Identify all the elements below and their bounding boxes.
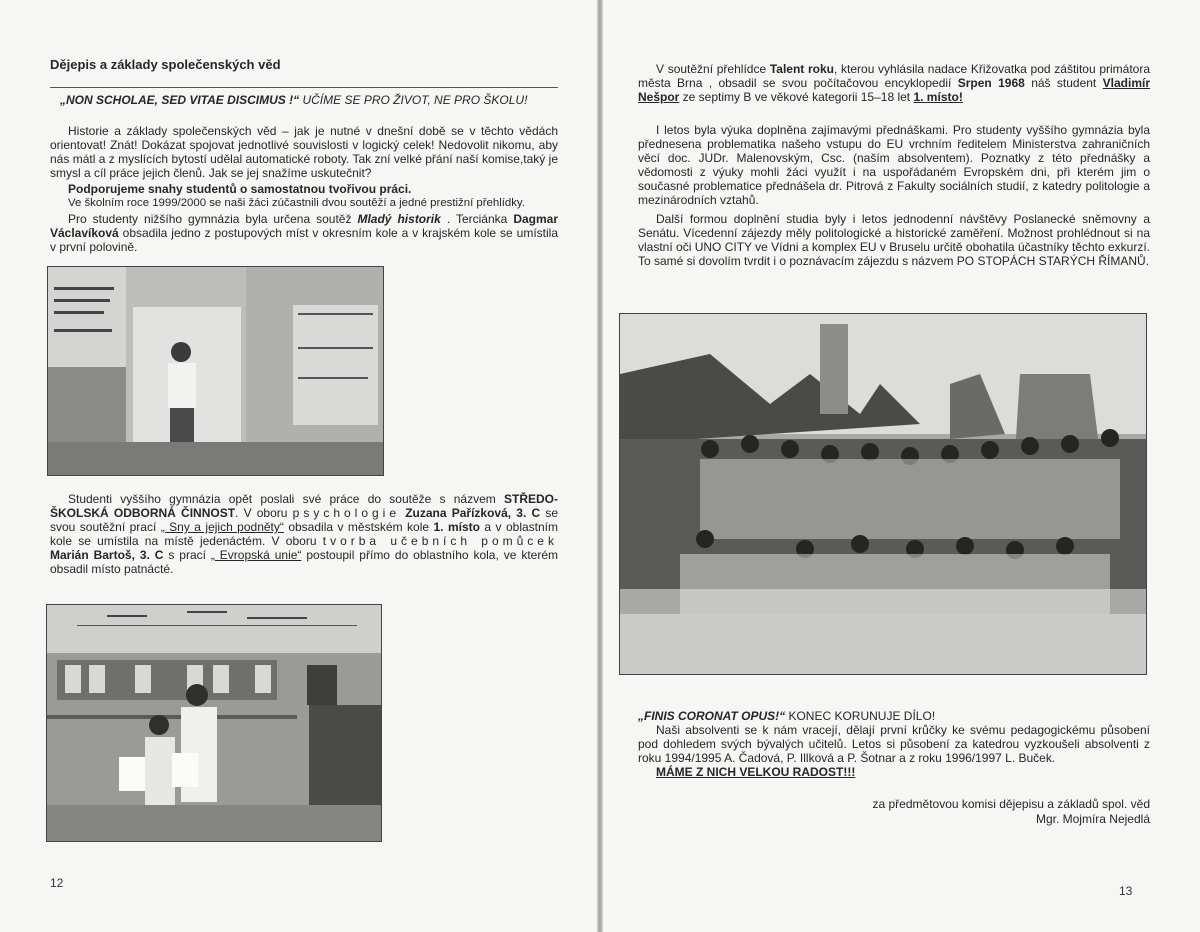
young-historian-text-a: Pro studenty nižšího gymnázia byla určena soutěž xyxy=(68,212,358,226)
first-place-talent: 1. místo! xyxy=(913,90,963,104)
paragraph-talent xyxy=(638,62,1150,104)
young-historian-text-e: obsadila jedno z postupových míst v okresním kole a v krajském kole se umístila v první polovině. xyxy=(50,226,558,254)
page-number-right: 13 xyxy=(1119,884,1133,898)
soc-text-a: Studenti vyššího gymnázia opět poslali své práce do soutěže s názvem xyxy=(68,492,504,506)
talent-text-g: ze septimy B ve věkové kategorii 15–18 let xyxy=(679,90,914,104)
group-photo-ruins xyxy=(619,313,1147,675)
talent-text-c: , kterou vyhlásila nadace Křižovatka pod záštitou primátora města Brna , obsadil se svou počítačovou encyklopedií xyxy=(638,62,1151,90)
srpen-1968: Srpen 1968 xyxy=(957,76,1025,90)
paragraph-lectures: I letos byla výuka doplněna zajímavými přednáškami. Pro studenty vyššího gymnázia byla přednesena problematika našeho vstupu do EU vrchním ředitelem Ministerstva zahraničních věcí doc. JUDr. Malenovským, Csc. (naším absolventem). Poznatky z této přednášky a vědomosti z výuky mohli žáci využít i na uspořádaném Evropském dni, při kterém jim o současné problematice přednášela dr. Pitrová z Fakulty sociálních studií, z katedry politologie a mezinárodních vztahů. xyxy=(638,123,1150,207)
section-title: Dějepis a základy společenských věd xyxy=(50,57,281,72)
finis-latin: „FINIS CORONAT OPUS!“ xyxy=(638,709,786,723)
motto-latin: „NON SCHOLAE, SED VITAE DISCIMUS !“ xyxy=(60,93,300,107)
paragraph-school-year: Ve školním roce 1999/2000 se naši žáci zúčastnili dvou soutěží a jedné prestižní přehlídky. xyxy=(68,197,525,209)
paragraph-soc xyxy=(50,492,558,576)
young-historian-name: Mladý historik xyxy=(357,212,441,226)
students-photo xyxy=(46,604,382,842)
finis-czech: KONEC KORUNUJE DÍLO! xyxy=(785,709,936,723)
motto xyxy=(60,93,560,107)
title-rule xyxy=(50,87,558,88)
motto-czech: UČÍME SE PRO ŽIVOT, NE PRO ŠKOLU! xyxy=(299,93,528,107)
soc-teaching-aids: tvorba učebních pomůcek xyxy=(322,534,558,548)
closing-line xyxy=(638,765,1150,779)
closing-text: MÁME Z NICH VELKOU RADOST!!! xyxy=(656,765,856,779)
soc-title: STŘEDO-ŠKOLSKÁ ODBORNÁ ČINNOST xyxy=(50,492,558,520)
student-marian: Marián Bartoš, 3. C xyxy=(50,548,164,562)
student-vladimir: Vladimír Nešpor xyxy=(638,76,1150,104)
finis-line xyxy=(638,709,1150,723)
soc-text-i: obsadila v městském kole xyxy=(283,520,434,534)
soc-text-c: . V oboru xyxy=(235,506,293,520)
support-text: Podporujeme snahy studentů o samostatnou tvořivou práci. xyxy=(68,182,412,196)
classroom-photo xyxy=(47,266,384,476)
student-dagmar: Dagmar Václavíková xyxy=(50,212,558,240)
signature-committee: za předmětovou komisi dějepisu a základů spol. věd xyxy=(872,797,1150,811)
student-zuzana: Zuzana Pařízková, 3. C xyxy=(405,506,541,520)
talent-text-a: V soutěžní přehlídce xyxy=(656,62,770,76)
page-number-left: 12 xyxy=(50,876,64,890)
soc-psychology: psychologie xyxy=(292,506,401,520)
signature-name: Mgr. Mojmíra Nejedlá xyxy=(1035,812,1150,826)
talent-text-e: náš student xyxy=(1024,76,1103,90)
right-page xyxy=(603,0,1200,932)
work-dreams: „ Sny a jejich podněty“ xyxy=(160,520,284,534)
first-place: 1. místo xyxy=(433,520,480,534)
work-eu: „ Evropská unie“ xyxy=(210,548,302,562)
left-page xyxy=(0,0,597,932)
paragraph-young-historian xyxy=(50,212,558,254)
soc-text-k: a v oblastním kole se umístila na místě jedenáctém. V oboru xyxy=(50,520,558,548)
soc-text-q: postoupil přímo do oblastního kola, ve kterém obsadil místo patnácté. xyxy=(50,548,558,576)
young-historian-text-c: . Terciánka xyxy=(440,212,514,226)
paragraph-excursions: Další formou doplnění studia byly i letos jednodenní návštěvy Poslanecké sněmovny a Senátu. Vícedenní zájezdy měly politologické a historické zaměření. Možnost prohlédnout si na vlastní oči UNO CITY ve Vídni a komplex EU v Bruselu určitě obohatila účastníky těchto exkurzí. To samé si dovolím tvrdit i o poznávacím zájezdu s názvem PO STOPÁCH STARÝCH ŘÍMANŮ. xyxy=(638,212,1150,268)
soc-text-o: s prací xyxy=(163,548,211,562)
talent-roku: Talent roku xyxy=(769,62,834,76)
soc-text-g: se svou soutěžní prací xyxy=(50,506,558,534)
paragraph-graduates: Naši absolventi se k nám vracejí, dělají první krůčky ke svému pedagogickému působení pod dohledem svých bývalých učitelů. Letos si působení za katedrou vyzkoušeli absolventi z roku 1994/1995 A. Čadová, P. Illková a P. Šotnar a z roku 1996/1997 L. Buček. xyxy=(638,723,1150,765)
paragraph-intro: Historie a základy společenských věd – jak je nutné v dnešní době se v těchto vědách orientovat! Znát! Dokázat spojovat jednotlivé souvislosti v logický celek! Nedovolit nikomu, aby nás mátl a z myslících bytostí udělal automatické roboty. Tak zní velké přání naší komise,taký je smysl a cíl práce jejich členů. Jak se jej snažíme uskutečnit? xyxy=(50,124,558,180)
paragraph-support xyxy=(50,182,558,196)
